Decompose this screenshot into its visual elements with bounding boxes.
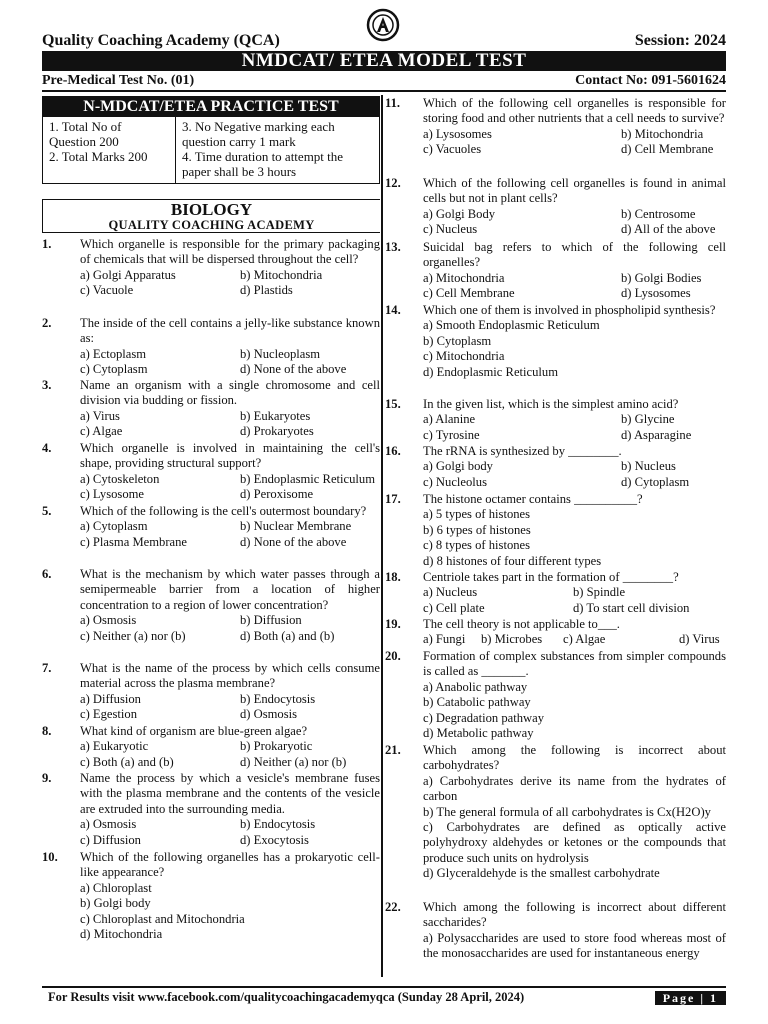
contact-number: Contact No: 091-5601624 xyxy=(575,73,726,88)
option-a[interactable]: a) Fungi xyxy=(423,632,466,647)
question-10: 10. Which of the following organelles has a prokaryotic cell-like appearance? a) Chloroplast b) Golgi body c) Chloroplast and Mitochondria d) Mitochondria xyxy=(42,850,380,942)
option-d[interactable]: d) Exocytosis xyxy=(240,832,309,847)
question-text: The cell theory is not applicable to___. xyxy=(423,617,620,631)
option-b[interactable]: b) Prokaryotic xyxy=(240,739,313,754)
option-c[interactable]: c) Tyrosine xyxy=(423,427,480,442)
page-number: Page | 1 xyxy=(655,991,726,1005)
option-c[interactable]: c) Algae xyxy=(563,632,606,647)
option-a[interactable]: a) Osmosis xyxy=(80,817,137,832)
option-d[interactable]: d) 8 histones of four different types xyxy=(423,553,602,568)
academy-name: Quality Coaching Academy (QCA) xyxy=(42,32,280,49)
question-text: Which of the following organelles has a prokaryotic cell-like appearance? xyxy=(80,850,380,880)
option-b[interactable]: b) The general formula of all carbohydrates is Cx(H2O)y xyxy=(423,804,711,819)
question-8: 8. What kind of organism are blue-green algae? a) Eukaryotic b) Prokaryotic c) Both (a) and (b) d) Neither (a) nor (b) xyxy=(42,724,380,770)
option-d[interactable]: d) Lysosomes xyxy=(621,286,691,301)
question-1: 1. Which organelle is responsible for the primary packaging of chemicals that will be dispersed throughout the cell? a) Golgi Apparatus b) Mitochondria c) Vacuole d) Plastids xyxy=(42,237,380,298)
question-text: Which among the following is incorrect about carbohydrates? xyxy=(423,743,726,773)
option-c[interactable]: c) Cell plate xyxy=(423,600,485,615)
option-d[interactable]: d) Glyceraldehyde is the smallest carbohydrate xyxy=(423,866,660,881)
option-b[interactable]: b) Mitochondria xyxy=(621,126,704,141)
question-text: Which of the following cell organelles is found in animal cells but not in plant cells? xyxy=(423,176,726,206)
option-b[interactable]: b) Catabolic pathway xyxy=(423,695,531,710)
option-c[interactable]: c) Egestion xyxy=(80,707,138,722)
question-text: Which organelle is involved in maintaining the cell's shape, providing structural support? xyxy=(80,441,380,471)
question-text: Name an organism with a single chromosome and cell division via budding or fission. xyxy=(80,378,380,408)
option-c[interactable]: c) Plasma Membrane xyxy=(80,534,188,549)
option-a[interactable]: a) Cytoplasm xyxy=(80,519,148,534)
question-19: 19. The cell theory is not applicable to___. a) Fungi b) Microbes c) Algae d) Virus xyxy=(385,617,726,648)
option-a[interactable]: a) Nucleus xyxy=(423,585,478,600)
option-c[interactable]: c) Degradation pathway xyxy=(423,710,544,725)
subject-title: BIOLOGY xyxy=(170,200,253,219)
option-b[interactable]: b) Nuclear Membrane xyxy=(240,519,352,534)
results-link-text[interactable]: For Results visit www.facebook.com/qualitycoachingacademyqca (Sunday 28 April, 2024) xyxy=(48,990,525,1004)
option-a[interactable]: a) Polysaccharides are used to store food whereas most of the monosaccharides are used for instantaneous energy xyxy=(423,930,726,961)
option-d[interactable]: d) Mitochondria xyxy=(80,927,163,942)
option-d[interactable]: d) Plastids xyxy=(240,283,293,298)
question-text: Which of the following cell organelles is responsible for storing food and other nutrients that a cell needs to survive? xyxy=(423,96,726,126)
option-c[interactable]: c) Cell Membrane xyxy=(423,286,515,301)
question-text: What is the name of the process by which cells consume material across the plasma membrane? xyxy=(80,661,380,691)
option-a[interactable]: a) Anabolic pathway xyxy=(423,679,528,694)
question-text: What is the mechanism by which water passes through a semipermeable barrier from a location of higher concentration to a region of lower concentration? xyxy=(80,567,380,612)
option-d[interactable]: d) None of the above xyxy=(240,534,347,549)
info-negative-marking: 3. No Negative marking each question carry 1 mark xyxy=(182,119,335,149)
option-c[interactable]: c) Chloroplast and Mitochondria xyxy=(80,911,245,926)
question-text: Which of the following is the cell's outermost boundary? xyxy=(80,504,367,518)
question-text: Name the process by which a vesicle's membrane fuses with the plasma membrane and the contents of the vesicle are extruded into the surrounding media. xyxy=(80,771,380,816)
question-21: 21. Which among the following is incorrect about carbohydrates? a) Carbohydrates derive its name from the hydrates of carbon b) The general formula of all carbohydrates is Cx(H2O)y c) Carbohydrates are defined as optically active polyhydroxy aldehydes or ketones or the compounds that produce such units on hydrolysis d) Glyceraldehyde is the smallest carbohydrate xyxy=(385,743,726,881)
option-d[interactable]: d) To start cell division xyxy=(573,600,690,615)
option-d[interactable]: d) Neither (a) nor (b) xyxy=(240,754,347,769)
option-a[interactable]: a) Ectoplasm xyxy=(80,346,147,361)
option-c[interactable]: c) Both (a) and (b) xyxy=(80,754,174,769)
academy-logo xyxy=(366,8,400,42)
question-text: Which organelle is responsible for the primary packaging of chemicals that will be dispersed throughout the cell? xyxy=(80,237,380,267)
option-d[interactable]: d) Asparagine xyxy=(621,427,692,442)
option-a[interactable]: a) Cytoskeleton xyxy=(80,471,160,486)
session-label: Session: 2024 xyxy=(634,32,726,49)
question-20: 20. Formation of complex substances from simpler compounds is called as _______. a) Anabolic pathway b) Catabolic pathway c) Degradation pathway d) Metabolic pathway xyxy=(385,649,726,741)
question-text: The inside of the cell contains a jelly-like substance known as: xyxy=(80,316,380,346)
option-b[interactable]: b) Spindle xyxy=(573,585,626,600)
practice-test-box xyxy=(42,96,380,184)
practice-title: N-MDCAT/ETEA PRACTICE TEST xyxy=(43,97,379,117)
question-7: 7. What is the name of the process by which cells consume material across the plasma membrane? a) Diffusion b) Endocytosis c) Egestion d) Osmosis xyxy=(42,661,380,722)
question-text: What kind of organism are blue-green algae? xyxy=(80,724,308,738)
option-a[interactable]: a) Golgi body xyxy=(423,459,493,474)
question-5: 5. Which of the following is the cell's outermost boundary? a) Cytoplasm b) Nuclear Membrane c) Plasma Membrane d) None of the above xyxy=(42,504,380,550)
option-d[interactable]: d) Metabolic pathway xyxy=(423,726,534,741)
option-c[interactable]: c) Neither (a) nor (b) xyxy=(80,628,186,643)
option-d[interactable]: d) Prokaryotes xyxy=(240,424,314,439)
option-c[interactable]: c) Lysosome xyxy=(80,487,145,502)
question-12: 12. Which of the following cell organelles is found in animal cells but not in plant cells? a) Golgi Body b) Centrosome c) Nucleus d) All of the above xyxy=(385,176,726,237)
option-d[interactable]: d) None of the above xyxy=(240,362,347,377)
option-d[interactable]: d) Peroxisome xyxy=(240,487,314,502)
page-footer xyxy=(42,986,726,1006)
option-b[interactable]: b) Golgi Bodies xyxy=(621,270,702,285)
option-b[interactable]: b) Golgi body xyxy=(80,896,151,911)
option-b[interactable]: b) Endocytosis xyxy=(240,691,316,706)
question-16: 16. The rRNA is synthesized by ________. a) Golgi body b) Nucleus c) Nucleolus d) Cytoplasm xyxy=(385,444,726,490)
question-text: The histone octamer contains __________? xyxy=(423,492,643,506)
option-a[interactable]: a) Eukaryotic xyxy=(80,739,149,754)
question-text: Which among the following is incorrect about different saccharides? xyxy=(423,900,726,930)
question-18: 18. Centriole takes part in the formation of ________? a) Nucleus b) Spindle c) Cell plate d) To start cell division xyxy=(385,570,726,616)
option-b[interactable]: b) Microbes xyxy=(481,632,543,647)
option-b[interactable]: b) Mitochondria xyxy=(240,267,323,282)
option-a[interactable]: a) Diffusion xyxy=(80,691,141,706)
option-a[interactable]: a) Carbohydrates derive its name from the hydrates of carbon xyxy=(423,773,726,804)
question-text: Which one of them is involved in phospholipid synthesis? xyxy=(423,303,716,317)
info-total-marks: 2. Total Marks 200 xyxy=(49,149,148,164)
question-text: Centriole takes part in the formation of ________? xyxy=(423,570,679,584)
question-13: 13. Suicidal bag refers to which of the following cell organelles? a) Mitochondria b) Golgi Bodies c) Cell Membrane d) Lysosomes xyxy=(385,240,726,301)
option-d[interactable]: d) Cytoplasm xyxy=(621,474,690,489)
option-c[interactable]: c) Mitochondria xyxy=(423,349,505,364)
option-a[interactable]: a) Osmosis xyxy=(80,613,137,628)
option-b[interactable]: b) Glycine xyxy=(621,412,675,427)
question-4: 4. Which organelle is involved in maintaining the cell's shape, providing structural support? a) Cytoskeleton b) Endoplasmic Reticulum c) Lysosome d) Peroxisome xyxy=(42,441,380,502)
option-b[interactable]: b) Centrosome xyxy=(621,206,696,221)
practice-info-left xyxy=(43,117,176,183)
option-a[interactable]: a) Lysosomes xyxy=(423,126,492,141)
header-subline xyxy=(42,74,726,92)
info-total-questions: 1. Total No of Question 200 xyxy=(49,119,122,149)
option-a[interactable]: a) 5 types of histones xyxy=(423,507,531,522)
test-number: Pre-Medical Test No. (01) xyxy=(42,73,195,88)
question-text: Formation of complex substances from simpler compounds is called as _______. xyxy=(423,649,726,679)
question-3: 3. Name an organism with a single chromosome and cell division via budding or fission. a) Virus b) Eukaryotes c) Algae d) Prokaryotes xyxy=(42,378,380,439)
question-9: 9. Name the process by which a vesicle's membrane fuses with the plasma membrane and the contents of the vesicle are extruded into the surrounding media. a) Osmosis b) Endocytosis c) Diffusion d) Exocytosis xyxy=(42,771,380,847)
column-divider xyxy=(381,95,383,977)
question-text: Suicidal bag refers to which of the following cell organelles? xyxy=(423,240,726,270)
test-banner: NMDCAT/ ETEA MODEL TEST xyxy=(42,51,726,71)
option-c[interactable]: c) Nucleus xyxy=(423,222,478,237)
option-d[interactable]: d) Cell Membrane xyxy=(621,142,714,157)
option-b[interactable]: b) Endocytosis xyxy=(240,817,316,832)
option-a[interactable]: a) Golgi Apparatus xyxy=(80,267,176,282)
option-c[interactable]: c) Nucleolus xyxy=(423,474,487,489)
option-c[interactable]: c) Carbohydrates are defined as optically active polyhydroxy aldehydes or ketones or the compounds that produce such units on hydrolysis xyxy=(423,820,726,865)
option-b[interactable]: b) 6 types of histones xyxy=(423,522,531,537)
option-c[interactable]: c) Vacuoles xyxy=(423,142,482,157)
question-15: 15. In the given list, which is the simplest amino acid? a) Alanine b) Glycine c) Tyrosine d) Asparagine xyxy=(385,397,726,443)
question-2: 2. The inside of the cell contains a jelly-like substance known as: a) Ectoplasm b) Nucleoplasm c) Cytoplasm d) None of the above xyxy=(42,316,380,377)
option-a[interactable]: a) Virus xyxy=(80,408,120,423)
option-b[interactable]: b) Endoplasmic Reticulum xyxy=(240,471,376,486)
option-d[interactable]: d) Osmosis xyxy=(240,707,298,722)
question-22: 22. Which among the following is incorrect about different saccharides? a) Polysaccharides are used to store food whereas most of the monosaccharides are used for instantaneous energy xyxy=(385,900,726,961)
option-b[interactable]: b) Diffusion xyxy=(240,613,302,628)
option-b[interactable]: b) Eukaryotes xyxy=(240,408,311,423)
question-text: The rRNA is synthesized by ________. xyxy=(423,444,622,458)
option-a[interactable]: a) Golgi Body xyxy=(423,206,496,221)
question-text: In the given list, which is the simplest amino acid? xyxy=(423,397,679,411)
option-c[interactable]: c) Vacuole xyxy=(80,283,134,298)
option-d[interactable]: d) Virus xyxy=(679,632,720,647)
option-a[interactable]: a) Smooth Endoplasmic Reticulum xyxy=(423,318,600,333)
question-17: 17. The histone octamer contains __________? a) 5 types of histones b) 6 types of histones c) 8 types of histones d) 8 histones of four different types xyxy=(385,492,726,569)
option-c[interactable]: c) Cytoplasm xyxy=(80,362,148,377)
option-c[interactable]: c) Algae xyxy=(80,424,123,439)
info-time-duration: 4. Time duration to attempt the paper shall be 3 hours xyxy=(182,149,344,179)
option-a[interactable]: a) Chloroplast xyxy=(80,880,152,895)
option-b[interactable]: b) Nucleoplasm xyxy=(240,346,321,361)
subject-heading xyxy=(42,199,380,233)
option-a[interactable]: a) Mitochondria xyxy=(423,270,505,285)
option-c[interactable]: c) 8 types of histones xyxy=(423,538,531,553)
option-d[interactable]: d) All of the above xyxy=(621,222,716,237)
option-c[interactable]: c) Diffusion xyxy=(80,832,141,847)
question-11: 11. Which of the following cell organelles is responsible for storing food and other nutrients that a cell needs to survive? a) Lysosomes b) Mitochondria c) Vacuoles d) Cell Membrane xyxy=(385,96,726,157)
option-d[interactable]: d) Both (a) and (b) xyxy=(240,628,335,643)
option-b[interactable]: b) Nucleus xyxy=(621,459,676,474)
question-6: 6. What is the mechanism by which water passes through a semipermeable barrier from a location of higher concentration to a region of lower concentration? a) Osmosis b) Diffusion c) Neither (a) nor (b) d) Both (a) and (b) xyxy=(42,567,380,643)
practice-info-right xyxy=(176,117,379,183)
option-a[interactable]: a) Alanine xyxy=(423,412,476,427)
question-14: 14. Which one of them is involved in phospholipid synthesis? a) Smooth Endoplasmic Reticulum b) Cytoplasm c) Mitochondria d) Endoplasmic Reticulum xyxy=(385,303,726,380)
option-b[interactable]: b) Cytoplasm xyxy=(423,333,492,348)
subject-subtitle: QUALITY COACHING ACADEMY xyxy=(108,218,315,232)
option-d[interactable]: d) Endoplasmic Reticulum xyxy=(423,364,559,379)
